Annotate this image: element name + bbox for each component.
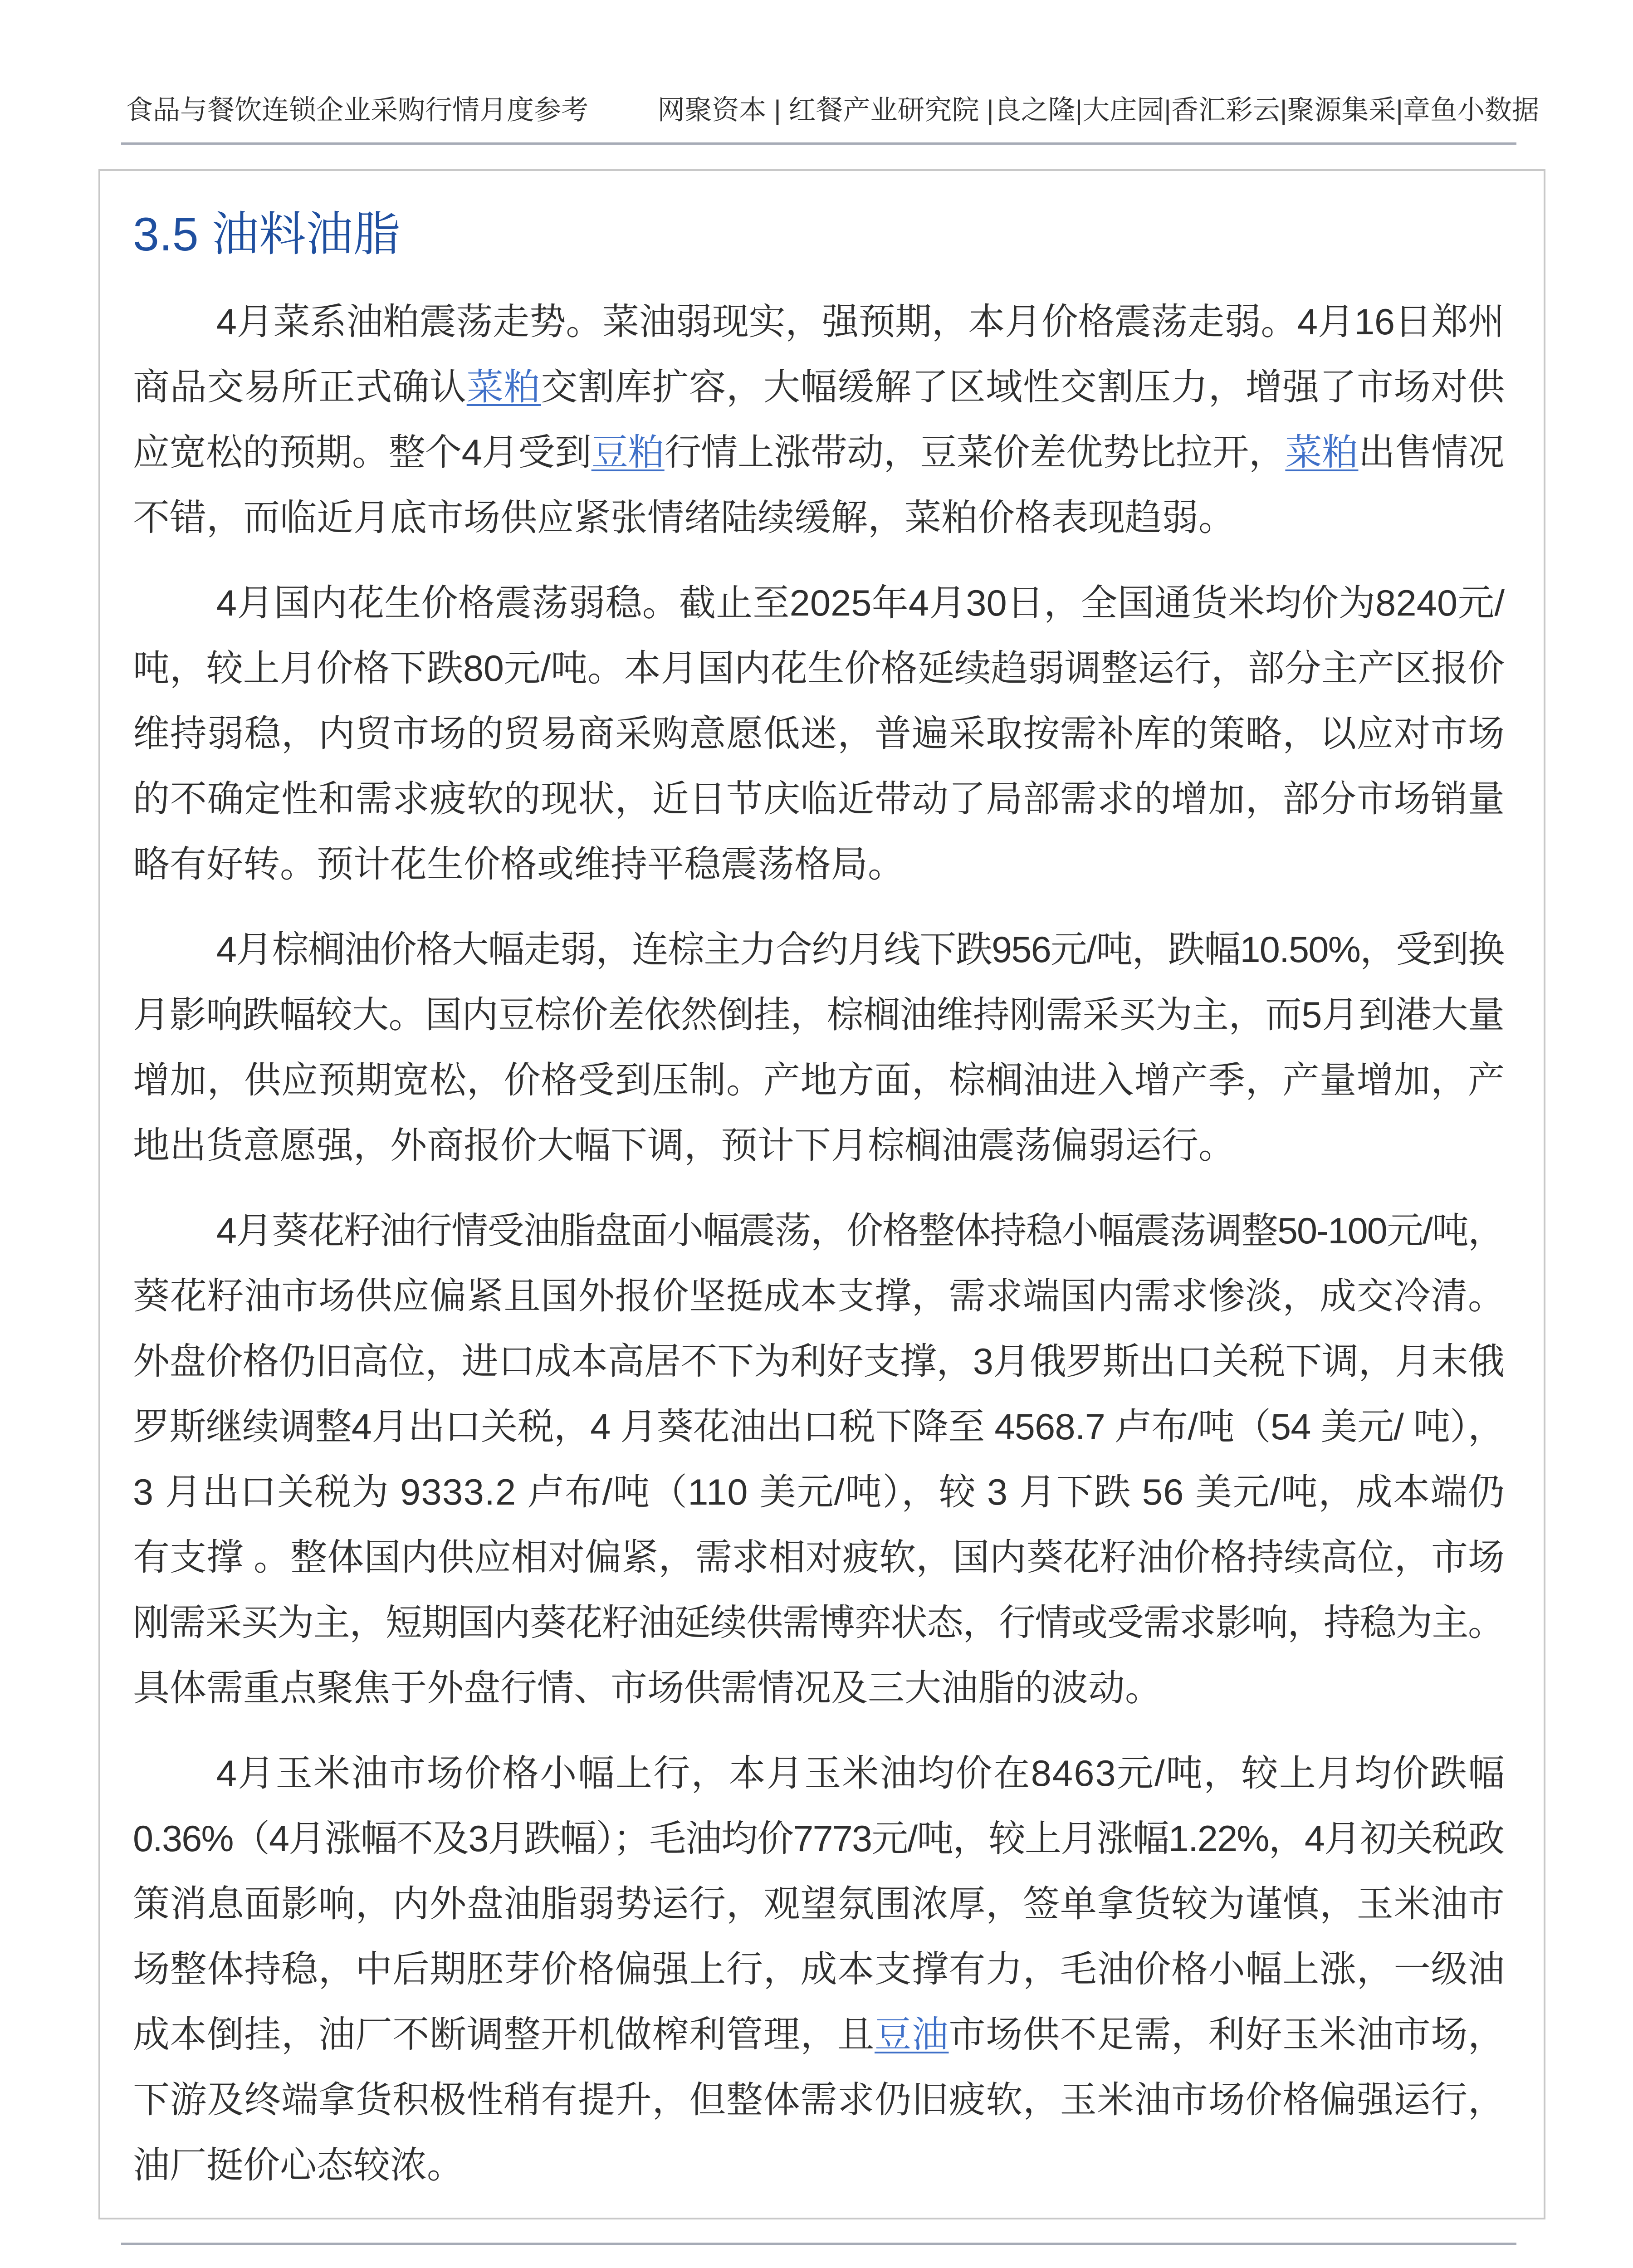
footer-rule <box>121 2243 1516 2245</box>
paragraph-line <box>133 701 1505 767</box>
data-sources: 网聚资本 | 红餐产业研究院 |良之隆|大庄园|香汇彩云|聚源集采|章鱼小数据 <box>657 95 1539 125</box>
paragraph-line <box>133 2068 1505 2133</box>
body-paragraph <box>133 1741 1505 2198</box>
paragraph-line <box>133 636 1505 701</box>
text-run: 出售情况 <box>1358 432 1505 473</box>
paragraph-line <box>133 1806 1505 1872</box>
paragraph-line <box>133 1329 1505 1394</box>
text-run: 刚需采买为主，短期国内葵花籽油延续供需博弈状态，行情或受需求影响，持稳为主。 <box>133 1603 1504 1643</box>
paragraph-line <box>133 982 1505 1048</box>
text-run: 外盘价格仍旧高位，进口成本高居不下为利好支撑，3月俄罗斯出口关税下调，月末俄 <box>133 1341 1505 1382</box>
text-run: 油厂挺价心态较浓。 <box>133 2145 464 2186</box>
paragraph-line <box>133 2133 1505 2198</box>
keyword-link[interactable]: 菜粕 <box>1285 432 1359 473</box>
keyword-link[interactable]: 菜粕 <box>466 367 541 408</box>
paragraph-line <box>133 832 1505 897</box>
paragraph-line <box>133 1264 1505 1329</box>
report-title: 食品与餐饮连锁企业采购行情月度参考 <box>126 95 588 125</box>
paragraph-line <box>133 1590 1505 1656</box>
text-run: 具体需重点聚焦于外盘行情、市场供需情况及三大油脂的波动。 <box>133 1668 1162 1709</box>
paragraph-line <box>133 1656 1505 1721</box>
paragraph-line <box>133 420 1505 485</box>
text-run: 市场供不足需，利好玉米油市场， <box>949 2014 1505 2055</box>
paragraph-line <box>133 767 1505 832</box>
section-body <box>133 205 1505 2198</box>
paragraph-line <box>133 1198 1505 1264</box>
text-run: 有支撑 。整体国内供应相对偏紧，需求相对疲软，国内葵花籽油价格持续高位，市场 <box>133 1537 1505 1578</box>
text-run: 商品交易所正式确认 <box>133 367 467 408</box>
paragraph-line <box>133 1394 1505 1460</box>
keyword-link[interactable]: 豆粕 <box>591 432 665 473</box>
paragraph-line <box>133 1741 1505 1806</box>
text-run: 增加，供应预期宽松，价格受到压制。产地方面，棕榈油进入增产季，产量增加，产 <box>133 1060 1505 1101</box>
paragraph-line <box>133 1113 1505 1178</box>
paragraph-line <box>133 1460 1505 1525</box>
paragraph-line <box>133 1525 1505 1590</box>
paragraph-line <box>133 2002 1505 2068</box>
text-run: 策消息面影响，内外盘油脂弱势运行，观望氛围浓厚，签单拿货较为谨慎，玉米油市 <box>133 1884 1505 1925</box>
text-run: 下游及终端拿货积极性稍有提升，但整体需求仍旧疲软，玉米油市场价格偏强运行， <box>133 2080 1505 2121</box>
text-run: 不错，而临近月底市场供应紧张情绪陆续缓解，菜粕价格表现趋弱。 <box>133 498 1236 538</box>
paragraph-line <box>133 1048 1505 1113</box>
text-run: 行情上涨带动，豆菜价差优势比拉开， <box>664 432 1286 473</box>
text-run: 场整体持稳，中后期胚芽价格偏强上行，成本支撑有力，毛油价格小幅上涨，一级油 <box>133 1949 1505 1990</box>
paragraph-line <box>133 1872 1505 1937</box>
text-run: 地出货意愿强，外商报价大幅下调，预计下月棕榈油震荡偏弱运行。 <box>133 1125 1236 1166</box>
body-paragraph <box>133 917 1505 1178</box>
text-run: 4月菜系油粕震荡走势。菜油弱现实，强预期，本月价格震荡走弱。4月16日郑州 <box>216 302 1505 342</box>
text-run: 维持弱稳，内贸市场的贸易商采购意愿低迷，普遍采取按需补库的策略，以应对市场 <box>133 714 1505 754</box>
text-run: 吨，较上月价格下跌80元/吨。本月国内花生价格延续趋弱调整运行，部分主产区报价 <box>133 648 1505 689</box>
text-run: 4月棕榈油价格大幅走弱，连棕主力合约月线下跌956元/吨，跌幅10.50%，受到换 <box>216 929 1504 970</box>
paragraph-line <box>133 917 1505 982</box>
text-run: 月影响跌幅较大。国内豆棕价差依然倒挂，棕榈油维持刚需采买为主，而5月到港大量 <box>133 995 1505 1036</box>
paragraph-line <box>133 289 1505 355</box>
text-run: 3 月出口关税为 9333.2 卢布/吨（110 美元/吨），较 3 月下跌 56 美元/吨，成本端仍 <box>133 1472 1506 1513</box>
paragraph-line <box>133 485 1505 551</box>
text-run: 成本倒挂，油厂不断调整开机做榨利管理，且 <box>133 2014 875 2055</box>
text-run: 葵花籽油市场供应偏紧且国外报价坚挺成本支撑，需求端国内需求惨淡，成交冷清。 <box>133 1276 1505 1317</box>
text-run: 应宽松的预期。整个4月受到 <box>133 432 592 473</box>
paragraph-line <box>133 571 1505 636</box>
text-run: 4月葵花籽油行情受油脂盘面小幅震荡，价格整体持稳小幅震荡调整50-100元/吨， <box>216 1211 1504 1251</box>
body-paragraph <box>133 571 1505 897</box>
text-run: 罗斯继续调整4月出口关税，4 月葵花油出口税下降至 4568.7 卢布/吨（54 美元/ 吨）， <box>133 1407 1505 1447</box>
paragraph-line <box>133 355 1505 420</box>
text-run: 4月国内花生价格震荡弱稳。截止至2025年4月30日，全国通货米均价为8240元/ <box>216 583 1505 624</box>
section-heading: 3.5 油料油脂 <box>133 208 401 261</box>
header-rule <box>121 142 1516 145</box>
keyword-link[interactable]: 豆油 <box>874 2014 949 2055</box>
text-run: 略有好转。预计花生价格或维持平稳震荡格局。 <box>133 844 905 885</box>
text-run: 交割库扩容，大幅缓解了区域性交割压力，增强了市场对供 <box>541 367 1505 408</box>
text-run: 的不确定性和需求疲软的现状，近日节庆临近带动了局部需求的增加，部分市场销量 <box>133 779 1505 820</box>
body-paragraph <box>133 289 1505 551</box>
body-paragraph <box>133 1198 1505 1721</box>
paragraph-line <box>133 1937 1505 2002</box>
section-text <box>133 289 1505 2198</box>
text-run: 0.36%（4月涨幅不及3月跌幅）；毛油均价7773元/吨，较上月涨幅1.22%，4月初关税政 <box>133 1818 1504 1859</box>
text-run: 4月玉米油市场价格小幅上行，本月玉米油均价在8463元/吨，较上月均价跌幅 <box>216 1753 1506 1794</box>
